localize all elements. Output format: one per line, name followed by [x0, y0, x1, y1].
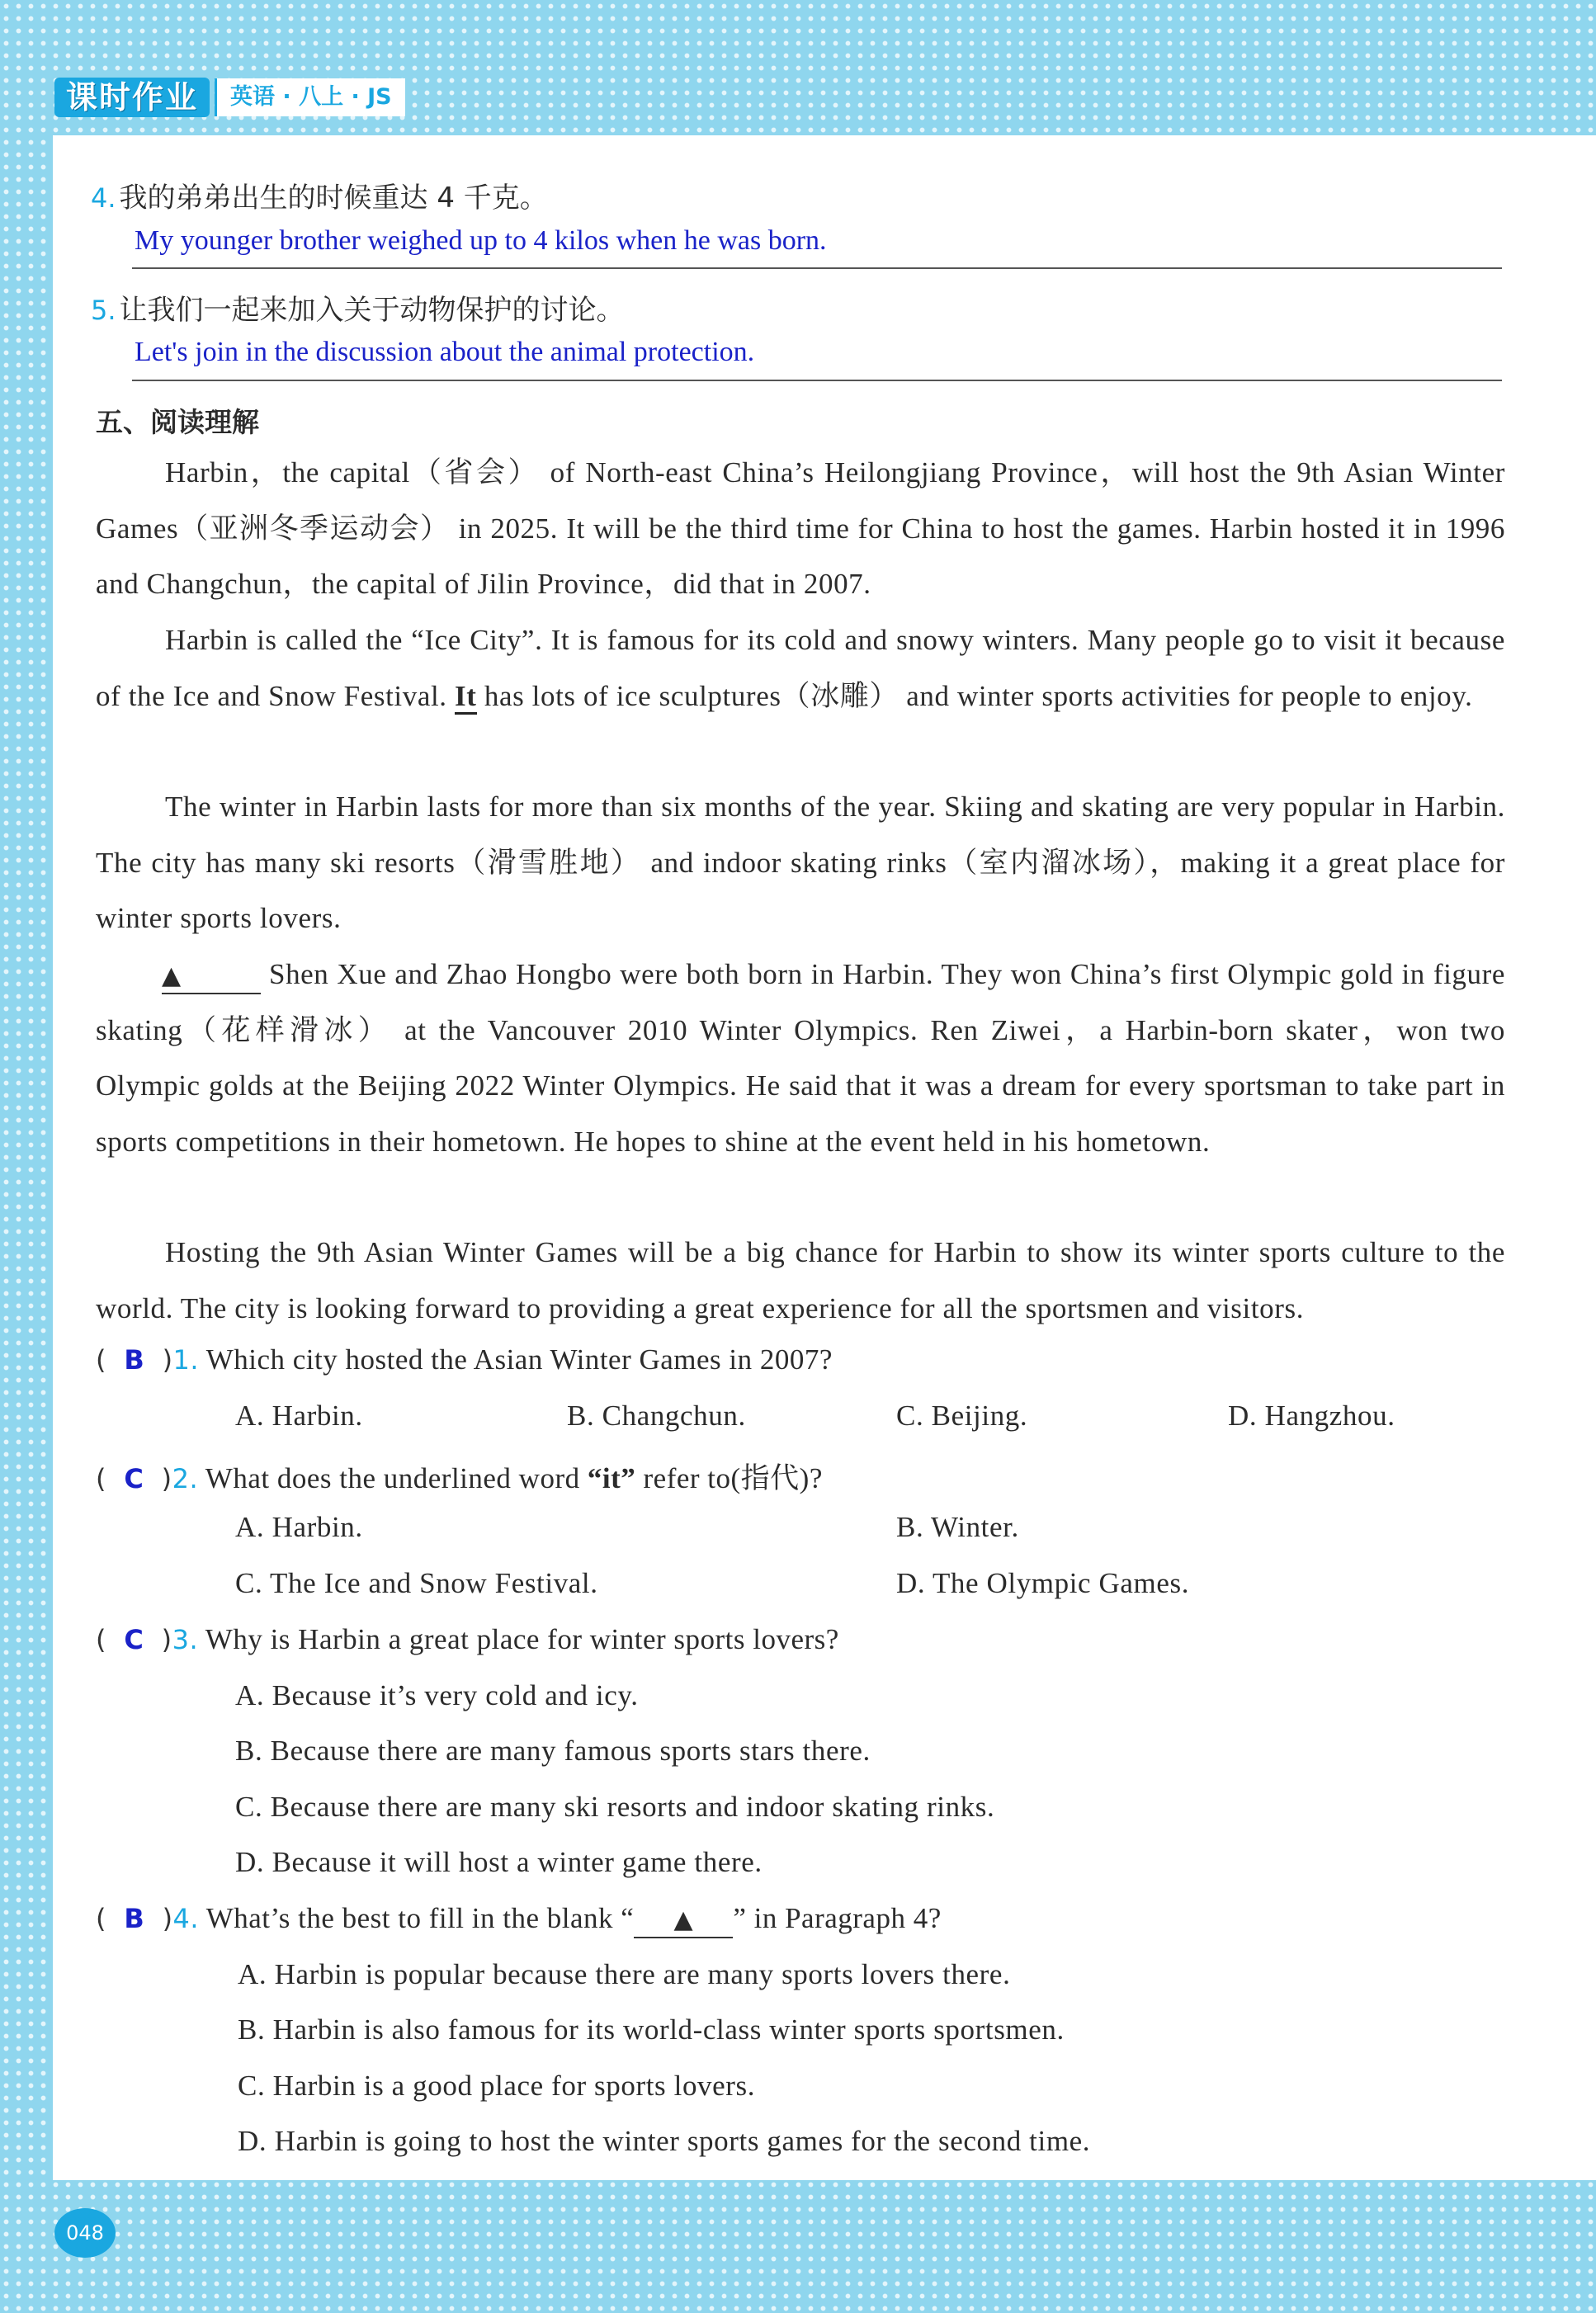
answer-choice: C	[124, 1463, 144, 1494]
header-tag	[54, 76, 405, 119]
blank-triangle: ▲	[634, 1904, 733, 1938]
paragraph-1-text: Harbin，the capital（省会） of North-east China’s Heilongjiang Province，will host the 9th Asian Winter Games（亚洲冬季运动会） in 2025. It will be the third time for China to host the games. Harbin hosted it in 1996 and Changchun，the capital of Jilin Province，did that in 2007.	[96, 456, 1505, 600]
paragraph-5	[96, 1225, 1505, 1336]
question-number: 3.	[172, 1624, 199, 1655]
option: D. Because it will host a winter game there.	[235, 1846, 763, 1878]
option: A. Harbin.	[235, 1400, 363, 1432]
paragraph-2-text-b: has lots of ice sculptures（冰雕） and winter sports activities for people to enjoy.	[484, 679, 1473, 712]
answer-line	[132, 267, 1502, 269]
paragraph-3	[96, 779, 1505, 946]
option: A. Because it’s very cold and icy.	[235, 1679, 639, 1711]
option: A. Harbin is popular because there are many sports lovers there.	[238, 1958, 1011, 1990]
option: B. Changchun.	[567, 1400, 746, 1432]
item-number: 4.	[91, 182, 116, 214]
answer-choice: C	[124, 1624, 144, 1655]
paragraph-2-text-a: Harbin is called the “Ice City”. It is famous for its cold and snowy winters. Many people go to visit it because of the Ice and Snow Festival.	[96, 624, 1505, 712]
question-text-a: What’s the best to fill in the blank “	[205, 1902, 635, 1934]
subject-label: 英语 · 八上 · JS	[215, 78, 405, 116]
chinese-sentence: 让我们一起来加入关于动物保护的讨论。	[119, 294, 625, 327]
answer-choice: B	[124, 1344, 145, 1376]
series-logo: 课时作业	[54, 78, 210, 117]
question-1: ( B )1. Which city hosted the Asian Winter Games in 2007?	[96, 1343, 833, 1376]
translation-item-5	[91, 287, 625, 328]
option: C. Because there are many ski resorts and indoor skating rinks.	[235, 1791, 995, 1823]
question-text: Why is Harbin a great place for winter sports lovers?	[205, 1623, 839, 1655]
translation-item-4	[91, 175, 548, 215]
option: C. Harbin is a good place for sports lovers.	[238, 2070, 756, 2102]
paragraph-1	[96, 445, 1505, 612]
option: C. The Ice and Snow Festival.	[235, 1567, 598, 1599]
question-2: ( C )2. What does the underlined word “it” refer to(指代)?	[96, 1462, 823, 1494]
question-text-a: What does the underlined word	[205, 1462, 580, 1494]
underlined-word: It	[455, 680, 476, 715]
answer-5: Let's join in the discussion about the animal protection.	[135, 337, 755, 367]
blank-triangle: ▲	[162, 960, 261, 994]
question-number: 1.	[172, 1344, 200, 1376]
paragraph-2	[96, 612, 1505, 724]
quoted-word: “it”	[587, 1462, 636, 1494]
chinese-sentence: 我的弟弟出生的时候重达 4 千克。	[119, 182, 548, 215]
answer-choice: B	[124, 1903, 145, 1934]
question-4: ( B )4. What’s the best to fill in the blank “ ▲ ” in Paragraph 4?	[96, 1902, 942, 1938]
page-number: 048	[54, 2208, 116, 2258]
question-3: ( C )3. Why is Harbin a great place for winter sports lovers?	[96, 1623, 839, 1655]
question-text-b: refer to(指代)?	[643, 1462, 823, 1494]
item-number: 5.	[91, 295, 116, 326]
answer-line	[132, 380, 1502, 381]
section-title: 五、阅读理解	[96, 406, 259, 438]
option: B. Because there are many famous sports stars there.	[235, 1735, 871, 1767]
paragraph-3-text: The winter in Harbin lasts for more than six months of the year. Skiing and skating are very popular in Harbin. The city has many ski resorts（滑雪胜地） and indoor skating rinks（室内溜冰场），making it a great place for winter sports lovers.	[96, 791, 1505, 934]
question-text-b: ” in Paragraph 4?	[733, 1902, 942, 1934]
option: B. Winter.	[896, 1511, 1019, 1543]
question-number: 4.	[172, 1903, 200, 1934]
option: D. Harbin is going to host the winter sports games for the second time.	[238, 2125, 1091, 2157]
paragraph-4	[96, 946, 1505, 1169]
paragraph-5-text: Hosting the 9th Asian Winter Games will be a big chance for Harbin to show its winter sports culture to the world. The city is looking forward to providing a great experience for all the sportsmen and visitors.	[96, 1236, 1505, 1324]
question-text: Which city hosted the Asian Winter Games in 2007?	[205, 1343, 833, 1376]
paragraph-4-text: Shen Xue and Zhao Hongbo were both born in Harbin. They won China’s first Olympic gold in figure skating（花样滑冰） at the Vancouver 2010 Winter Olympics. Ren Ziwei，a Harbin-born skater，won two Olympic golds at the Beijing 2022 Winter Olympics. He said that it was a dream for every sportsman to take part in sports competitions in their hometown. He hopes to shine at the event held in his hometown.	[96, 958, 1505, 1158]
option: C. Beijing.	[896, 1400, 1028, 1432]
option: D. Hangzhou.	[1228, 1400, 1395, 1432]
option: D. The Olympic Games.	[896, 1567, 1190, 1599]
question-number: 2.	[172, 1463, 199, 1494]
answer-4: My younger brother weighed up to 4 kilos when he was born.	[135, 225, 827, 256]
option: A. Harbin.	[235, 1511, 363, 1543]
option: B. Harbin is also famous for its world-class winter sports sportsmen.	[238, 2013, 1065, 2046]
